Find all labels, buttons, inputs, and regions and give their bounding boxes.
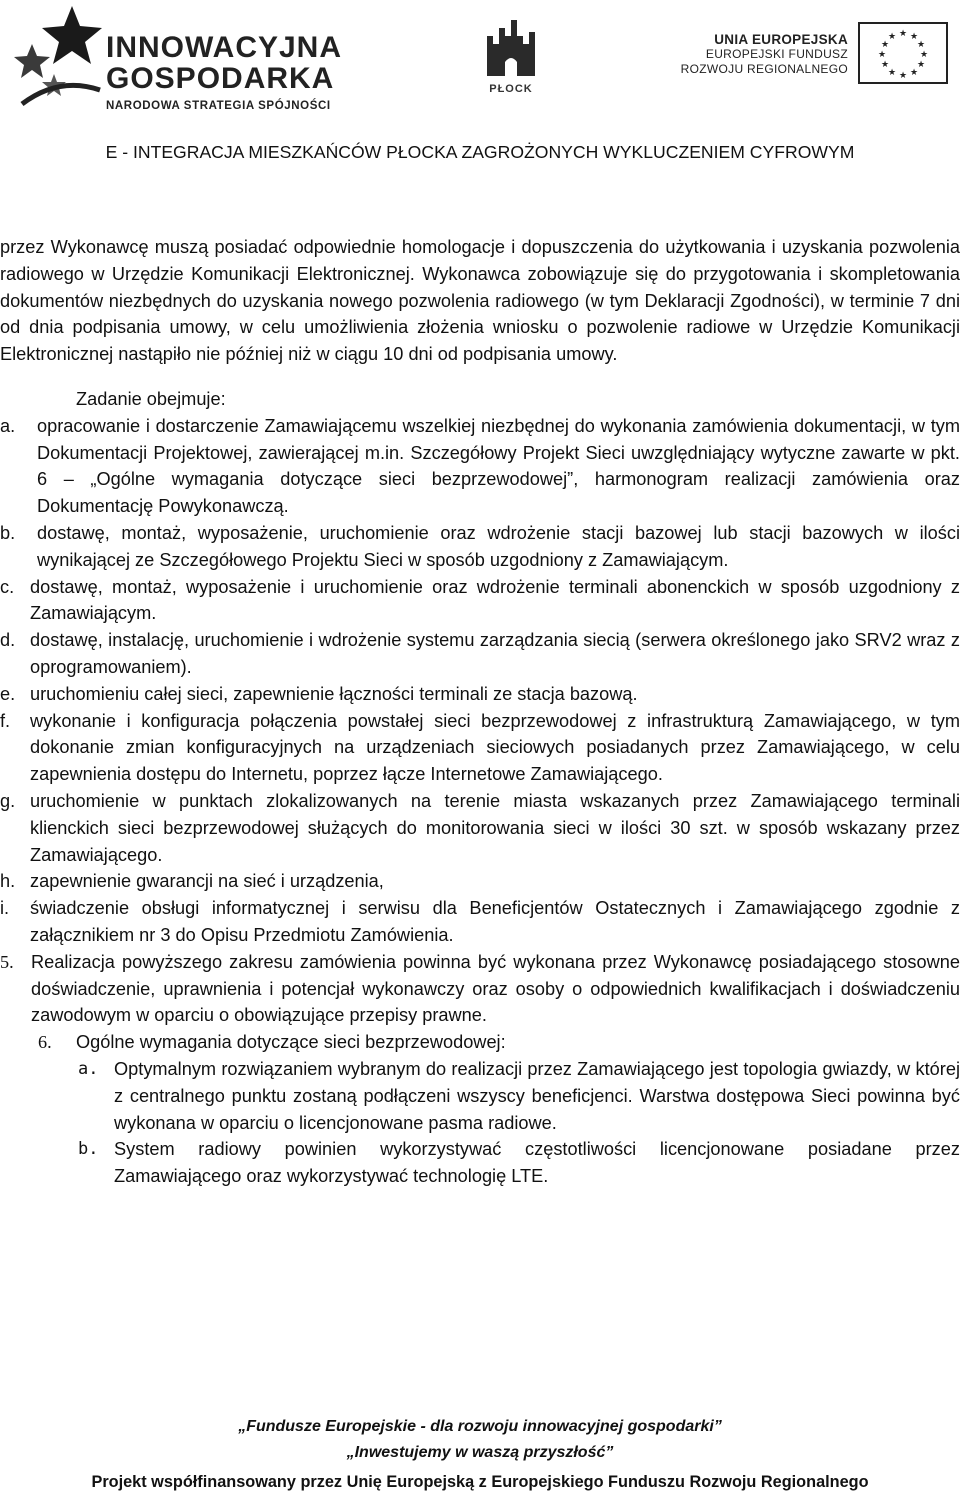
list-item-text: opracowanie i dostarczenie Zamawiającemu wszelkiej niezbędnej do wykonania zamówienia dokumentacji, w tym Dokumentacji Projektowej, zawierającej m.in. Szczegółowy Projekt Sieci uwzględniający wytyczne zawarte w pkt. 6 – „Ogólne wymagania dotyczące sieci bezprzewodowej”, harmonogram realizacji zamówienia oraz Dokumentację Powykonawczą. <box>37 415 960 517</box>
list-item-text: zapewnienie gwarancji na sieć i urządzenia, <box>30 871 384 892</box>
section-5-text: Realizacja powyższego zakresu zamówienia powinna być wykonana przez Wykonawcę posiadającego stosowne doświadczenie, uprawnienia i potencjał wykonawczy oraz osoby o odpowiednich kwalifikacjach i doświadczeniu zawodowym w oparciu o obowiązujące przepisy prawne. <box>31 951 960 1026</box>
list-marker: e. <box>0 683 16 704</box>
task-heading: Zadanie obejmuje: <box>76 388 226 409</box>
footer-line2: „Inwestujemy w waszą przyszłość” <box>346 1444 614 1461</box>
sub-list-item-text: System radiowy powinien wykorzystywać częstotliwości licencjonowane posiadane przez Zamawiającego oraz wykorzystywać technologię LTE. <box>114 1139 960 1187</box>
list-marker: f. <box>0 710 11 731</box>
sub-list-marker: b. <box>78 1139 99 1160</box>
list-marker: i. <box>0 898 10 919</box>
list-marker: a. <box>0 415 16 436</box>
intro-paragraph: przez Wykonawcę muszą posiadać odpowiednie homologacje i dopuszczenia do użytkowania i uzyskania pozwolenia radiowego w Urzędzie Komunikacji Elektronicznej. Wykonawca zobowiązuje się do przygotowania i skompletowania dokumentów niezbędnych do uzyskania nowego pozwolenia radiowego (w tym Deklaracji Zgodności), w terminie 7 dni od dnia podpisania umowy, w celu umożliwienia złożenia wniosku o pozwolenie radiowe w Urzędzie Komunikacji Elektronicznej nastąpiło nie później niż w ciągu 10 dni od podpisania umowy. <box>0 237 960 365</box>
plock-logo <box>476 18 546 98</box>
list-item <box>0 868 960 895</box>
list-item <box>0 708 960 788</box>
plock-label: PŁOCK <box>489 83 533 95</box>
document-title: E - INTEGRACJA MIESZKAŃCÓW PŁOCKA ZAGROŻONYCH WYKLUCZENIEM CYFROWYM <box>105 142 855 162</box>
svg-text:★: ★ <box>898 71 908 81</box>
sub-list-item <box>0 1056 960 1136</box>
section-6-marker: 6. <box>38 1032 52 1053</box>
svg-text:★: ★ <box>887 68 897 78</box>
svg-text:★: ★ <box>909 32 919 42</box>
list-item <box>0 895 960 949</box>
list-item-text: dostawę, montaż, wyposażenie i uruchomienie oraz wdrożenie terminali abonenckich w sposób uzgodniony z Zamawiającym. <box>30 576 960 624</box>
eu-logo <box>672 22 952 102</box>
svg-text:★: ★ <box>916 40 926 50</box>
list-marker: h. <box>0 871 16 892</box>
list-item <box>0 681 960 708</box>
ig-logo-line3: NARODOWA STRATEGIA SPÓJNOŚCI <box>106 100 331 112</box>
svg-text:★: ★ <box>919 50 929 60</box>
footer-line3: Projekt współfinansowany przez Unię Europejską z Europejskiego Funduszu Rozwoju Regionalnego <box>91 1473 869 1491</box>
stars-logo-icon <box>14 4 104 112</box>
document-body <box>0 234 960 1190</box>
list-item <box>0 788 960 868</box>
footer-line1: „Fundusze Europejskie - dla rozwoju innowacyjnej gospodarki” <box>238 1418 722 1435</box>
svg-text:★: ★ <box>880 60 890 70</box>
list-item-text: świadczenie obsługi informatycznej i serwisu dla Beneficjentów Ostatecznych i Zamawiającego zgodnie z załącznikiem nr 3 do Opisu Przedmiotu Zamówienia. <box>30 898 960 945</box>
section-6-title: Ogólne wymagania dotyczące sieci bezprzewodowej: <box>76 1032 506 1053</box>
sub-list-item <box>0 1136 960 1190</box>
page-footer <box>0 1414 960 1495</box>
svg-text:★: ★ <box>898 29 908 39</box>
sub-list-marker: a. <box>78 1058 99 1079</box>
list-marker: b. <box>0 522 16 543</box>
section-5-marker: 5. <box>0 951 14 972</box>
list-item-text: wykonanie i konfiguracja połączenia powstałej sieci bezprzewodowej z infrastrukturą Zamawiającego, w tym dokonanie zmian konfiguracyjnych na urządzeniach sieciowych posiadanych przez Zamawiającego, w celu zapewnienia dostępu do Internetu, poprzez łącze Internetowe Zamawiającego. <box>30 710 960 785</box>
innowacyjna-gospodarka-logo <box>14 4 364 112</box>
section-5 <box>0 949 960 1029</box>
list-marker: c. <box>0 576 15 597</box>
svg-text:★: ★ <box>916 60 926 70</box>
list-item <box>0 574 960 628</box>
svg-text:★: ★ <box>909 68 919 78</box>
list-item-text: uruchomienie w punktach zlokalizowanych na terenie miasta wskazanych przez Zamawiającego terminali klienckich sieci bezprzewodowej służących do monitorowania sieci w ilości 30 szt. w sposób wskazany przez Zamawiającego. <box>30 790 960 865</box>
sub-list-item-text: Optymalnym rozwiązaniem wybranym do realizacji przez Zamawiającego jest topologia gwiazdy, w której z centralnego punktu zostaną podłączeni wszyscy beneficjenci. Warstwa dostępowa Sieci powinna być wykonana w oparciu o licencjonowane pasma radiowe. <box>114 1058 960 1133</box>
eu-logo-line2: EUROPEJSKI FUNDUSZ <box>705 47 848 61</box>
castle-icon <box>481 18 541 76</box>
ig-logo-line1: INNOWACYJNA <box>106 31 343 64</box>
list-marker: d. <box>0 630 16 651</box>
svg-text:★: ★ <box>877 50 887 60</box>
list-item <box>0 520 960 574</box>
svg-text:★: ★ <box>887 32 897 42</box>
eu-logo-line3: ROZWOJU REGIONALNEGO <box>680 62 848 76</box>
ig-logo-line2: GOSPODARKA <box>106 62 335 95</box>
page-header <box>0 0 960 120</box>
eu-logo-line1: UNIA EUROPEJSKA <box>714 32 848 47</box>
list-item-text: dostawę, montaż, wyposażenie, uruchomienie oraz wdrożenie stacji bazowej lub stacji bazowych w ilości wynikającej ze Szczegółowego Projektu Sieci w sposób uzgodniony z Zamawiającym. <box>37 522 960 570</box>
list-item <box>0 413 960 520</box>
svg-text:★: ★ <box>880 40 890 50</box>
list-item-text: uruchomieniu całej sieci, zapewnienie łączności terminali ze stacja bazową. <box>30 683 638 704</box>
list-item <box>0 627 960 681</box>
eu-flag-icon <box>858 22 948 84</box>
list-item-text: dostawę, instalację, uruchomienie i wdrożenie systemu zarządzania siecią (serwera określonego jako SRV2 wraz z oprogramowaniem). <box>30 630 960 677</box>
section-6-heading <box>0 1029 960 1056</box>
list-marker: g. <box>0 790 16 811</box>
